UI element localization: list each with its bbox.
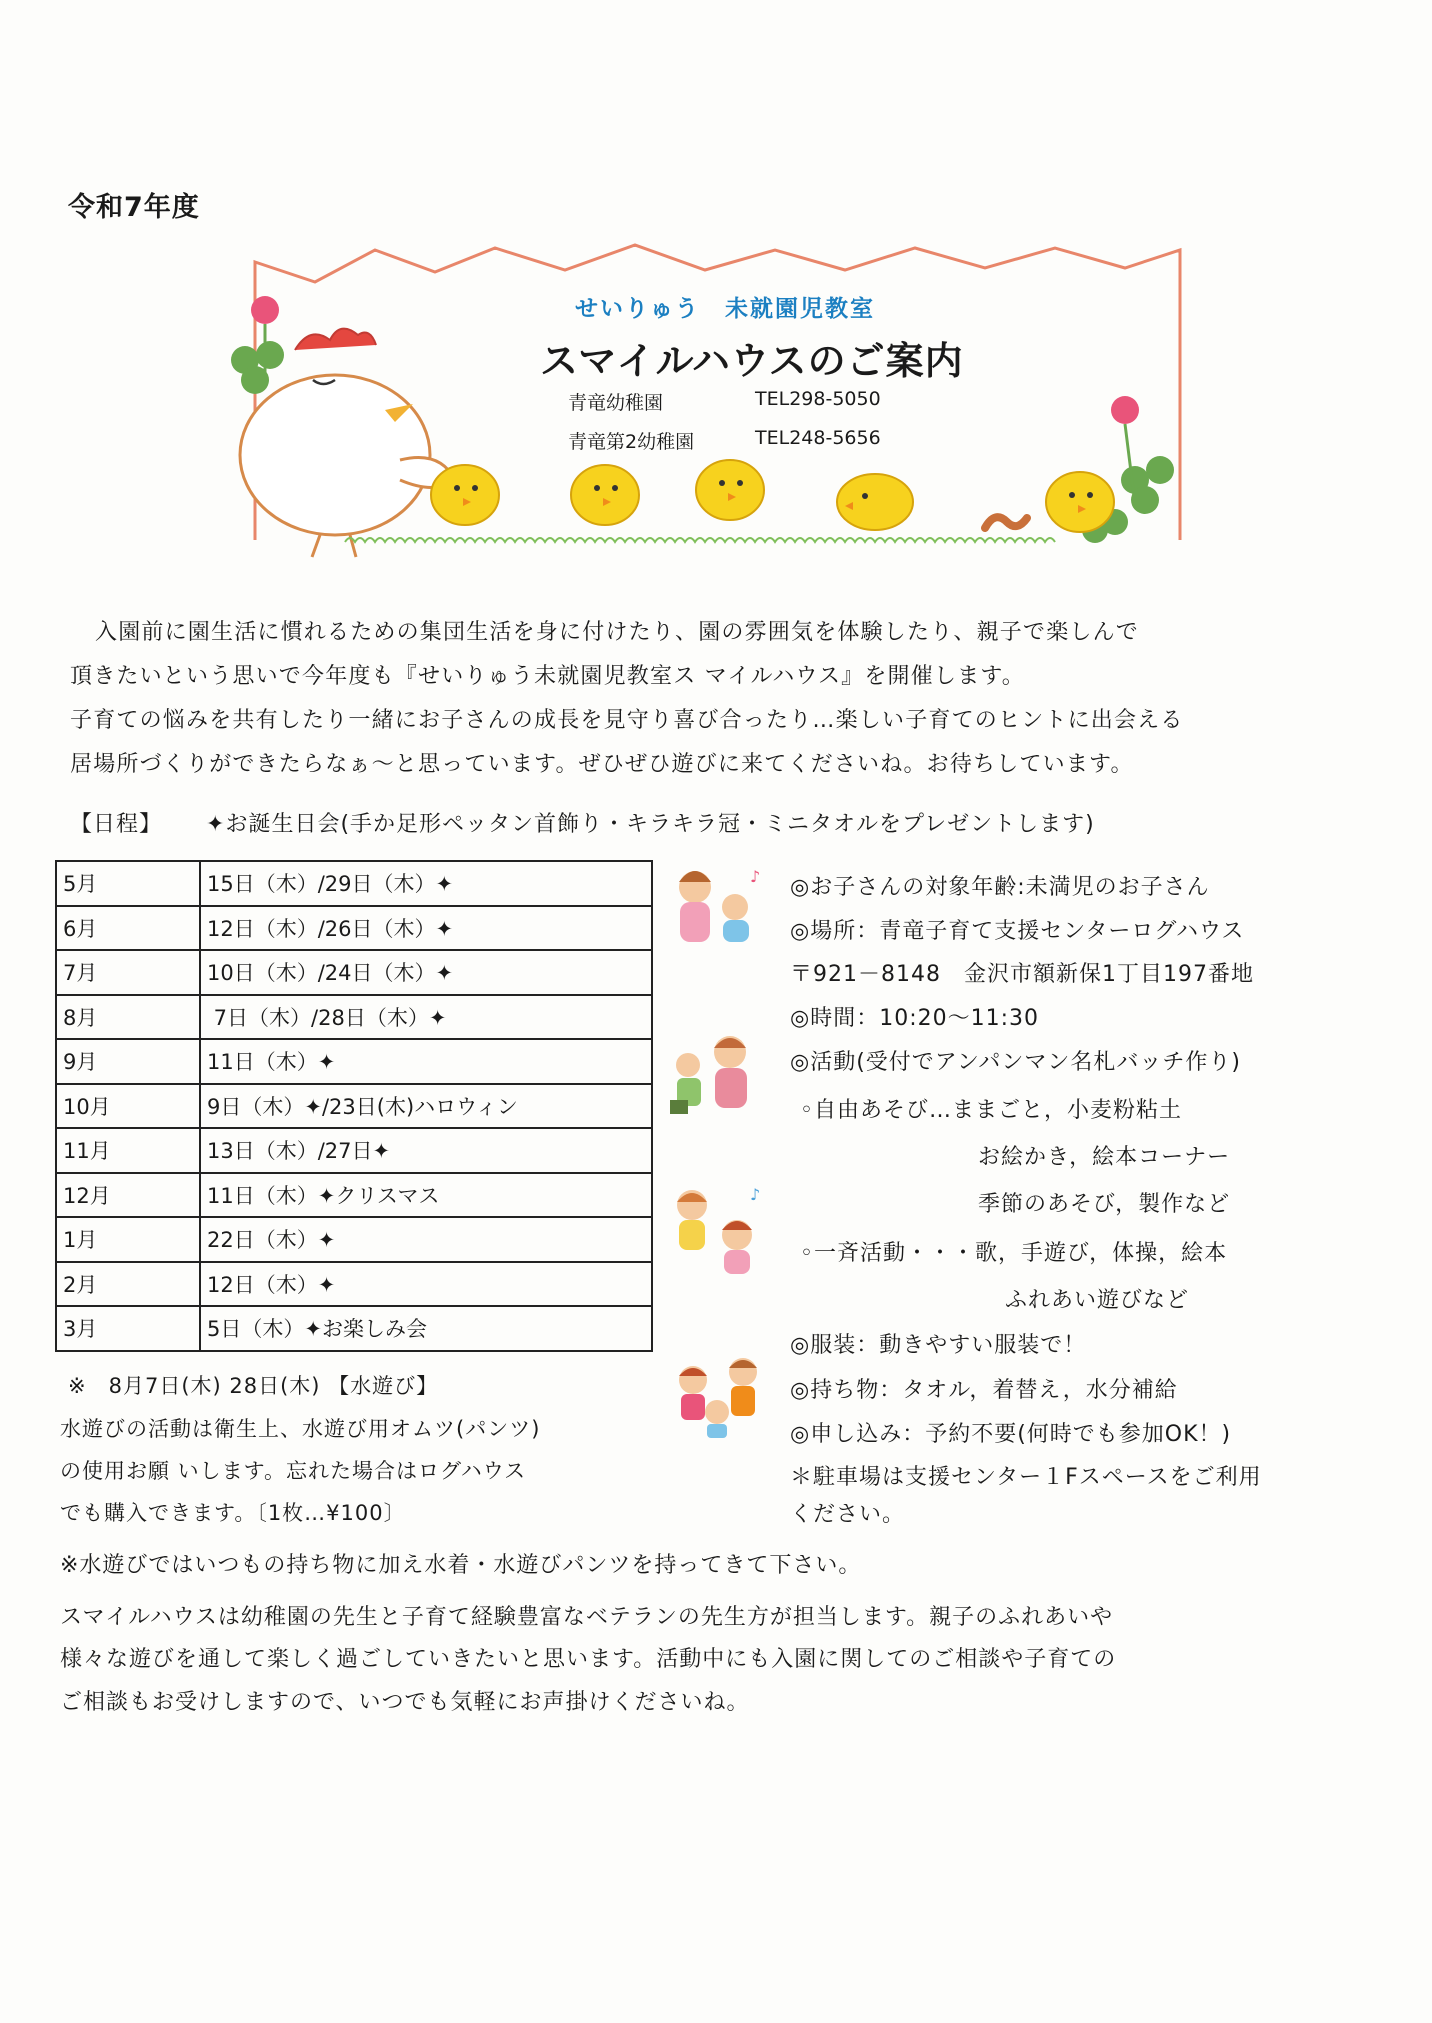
svg-text:♪: ♪ bbox=[750, 867, 761, 886]
schedule-heading bbox=[70, 807, 1095, 838]
table-row bbox=[56, 1039, 652, 1084]
info-line-4: ◎時間：10:20～11:30 bbox=[790, 1006, 1039, 1031]
info-line-2: ◎場所：青竜子育て支援センターログハウス bbox=[790, 919, 1245, 944]
subtitle: せいりゅう 未就園児教室 bbox=[575, 296, 875, 322]
dates-cell: 11日（木）✦ bbox=[200, 1039, 652, 1084]
cheering-kids-icon bbox=[665, 1350, 775, 1440]
info-line-15: ください。 bbox=[790, 1502, 906, 1527]
table-row bbox=[56, 1084, 652, 1129]
month-cell: 11月 bbox=[56, 1128, 200, 1173]
month-cell: 9月 bbox=[56, 1039, 200, 1084]
info-line-1: ◎お子さんの対象年齢:未満児のお子さん bbox=[790, 875, 1210, 900]
children-playing-icon bbox=[662, 1180, 772, 1280]
closing-line-1: スマイルハウスは幼稚園の先生と子育て経験豊富なベテランの先生方が担当します。親子のふれあいや bbox=[60, 1605, 1114, 1630]
dates-cell: 12日（木）/26日（木）✦ bbox=[200, 906, 652, 951]
water-note-line-2: 水遊びの活動は衛生上、水遊び用オムツ(パンツ) bbox=[60, 1417, 541, 1441]
schedule-legend: ✦お誕生日会(手か足形ペッタン首飾り・キラキラ冠・ミニタオルをプレゼントします) bbox=[206, 812, 1095, 837]
intro-line-2: 頂きたいという思いで今年度も『せいりゅう未就園児教室ス マイルハウス』を開催します。 bbox=[70, 664, 1025, 689]
dates-cell: 9日（木）✦/23日(木)ハロウィン bbox=[200, 1084, 652, 1129]
month-cell: 8月 bbox=[56, 995, 200, 1040]
info-line-5: ◎活動(受付でアンパンマン名札バッチ作り) bbox=[790, 1050, 1241, 1075]
chick-3-illustration bbox=[696, 460, 764, 520]
contact-2-name: 青竜第2幼稚園 bbox=[568, 431, 695, 453]
info-line-12: ◎持ち物：タオル，着替え，水分補給 bbox=[790, 1378, 1178, 1403]
water-note-line-3: の使用お願 いします。忘れた場合はログハウス bbox=[60, 1459, 527, 1483]
info-line-9: ◦一斉活動・・・歌，手遊び，体操，絵本 bbox=[800, 1241, 1228, 1266]
chick-4-illustration bbox=[837, 474, 913, 530]
table-row bbox=[56, 1306, 652, 1351]
info-line-10: ふれあい遊びなど bbox=[1005, 1288, 1190, 1313]
schedule-label: 【日程】 bbox=[70, 812, 163, 837]
dates-cell: 12日（木）✦ bbox=[200, 1262, 652, 1307]
month-cell: 10月 bbox=[56, 1084, 200, 1129]
table-row bbox=[56, 906, 652, 951]
worm-illustration bbox=[985, 517, 1027, 528]
table-row bbox=[56, 1262, 652, 1307]
contact-2-tel: TEL248-5656 bbox=[755, 427, 881, 449]
closing-line-2: 様々な遊びを通して楽しく過ごしていきたいと思います。活動中にも入園に関してのご相談や子育ての bbox=[60, 1647, 1117, 1672]
closing-line-3: ご相談もお受けしますので、いつでも気軽にお声掛けくださいね。 bbox=[60, 1690, 750, 1715]
grass-line bbox=[345, 538, 1055, 542]
dates-cell: 22日（木）✦ bbox=[200, 1217, 652, 1262]
info-line-8: 季節のあそび，製作など bbox=[978, 1192, 1231, 1217]
month-cell: 2月 bbox=[56, 1262, 200, 1307]
table-row bbox=[56, 1217, 652, 1262]
table-row bbox=[56, 861, 652, 906]
dates-cell: 13日（木）/27日✦ bbox=[200, 1128, 652, 1173]
dates-cell: 5日（木）✦お楽しみ会 bbox=[200, 1306, 652, 1351]
water-note-line-1: ※ 8月7日(木) 28日(木) 【水遊び】 bbox=[68, 1374, 439, 1398]
info-line-14: ＊駐車場は支援センター１Fスペースをご利用 bbox=[790, 1465, 1262, 1490]
month-cell: 3月 bbox=[56, 1306, 200, 1351]
dates-cell: 15日（木）/29日（木）✦ bbox=[200, 861, 652, 906]
water-note-extra: ※水遊びではいつもの持ち物に加え水着・水遊びパンツを持ってきて下さい。 bbox=[60, 1553, 862, 1578]
intro-line-4: 居場所づくりができたらなぁ～と思っています。ぜひぜひ遊びに来てくださいね。お待ちしています。 bbox=[70, 752, 1134, 777]
dates-cell: 11日（木）✦クリスマス bbox=[200, 1173, 652, 1218]
info-line-13: ◎申し込み：予約不要(何時でも参加OK！) bbox=[790, 1422, 1232, 1447]
info-line-11: ◎服装：動きやすい服装で！ bbox=[790, 1333, 1087, 1358]
table-row bbox=[56, 1128, 652, 1173]
table-row bbox=[56, 1173, 652, 1218]
month-cell: 7月 bbox=[56, 950, 200, 995]
info-line-6: ◦自由あそび…ままごと，小麦粉粘土 bbox=[800, 1098, 1182, 1123]
schedule-table bbox=[55, 860, 653, 1352]
table-row bbox=[56, 995, 652, 1040]
month-cell: 12月 bbox=[56, 1173, 200, 1218]
dates-cell: 7日（木）/28日（木）✦ bbox=[200, 995, 652, 1040]
intro-line-1: 入園前に園生活に慣れるための集団生活を身に付けたり、園の雰囲気を体験したり、親子で楽しんで bbox=[95, 620, 1140, 645]
water-note-line-4: でも購入できます。〔1枚…¥100〕 bbox=[60, 1501, 406, 1525]
chick-2-illustration bbox=[571, 465, 639, 525]
contact-1-name: 青竜幼稚園 bbox=[568, 392, 664, 414]
mother-child-icon bbox=[665, 862, 775, 952]
banner-illustration bbox=[225, 240, 1215, 560]
info-line-7: お絵かき，絵本コーナー bbox=[978, 1145, 1231, 1170]
flower-left-illustration bbox=[231, 296, 284, 394]
page-title: スマイルハウスのご案内 bbox=[540, 339, 964, 383]
chick-1-illustration bbox=[431, 465, 499, 525]
dates-cell: 10日（木）/24日（木）✦ bbox=[200, 950, 652, 995]
intro-line-3: 子育ての悩みを共有したり一緒にお子さんの成長を見守り喜び合ったり…楽しい子育てのヒントに出会える bbox=[70, 708, 1184, 733]
month-cell: 1月 bbox=[56, 1217, 200, 1262]
table-row bbox=[56, 950, 652, 995]
info-line-3: 〒921－8148 金沢市額新保1丁目197番地 bbox=[790, 962, 1254, 987]
contact-1-tel: TEL298-5050 bbox=[755, 388, 881, 410]
svg-text:♪: ♪ bbox=[750, 1185, 761, 1204]
chick-5-illustration bbox=[1046, 472, 1114, 532]
year-label: 令和7年度 bbox=[68, 192, 200, 223]
month-cell: 6月 bbox=[56, 906, 200, 951]
family-icon bbox=[660, 1030, 770, 1120]
month-cell: 5月 bbox=[56, 861, 200, 906]
